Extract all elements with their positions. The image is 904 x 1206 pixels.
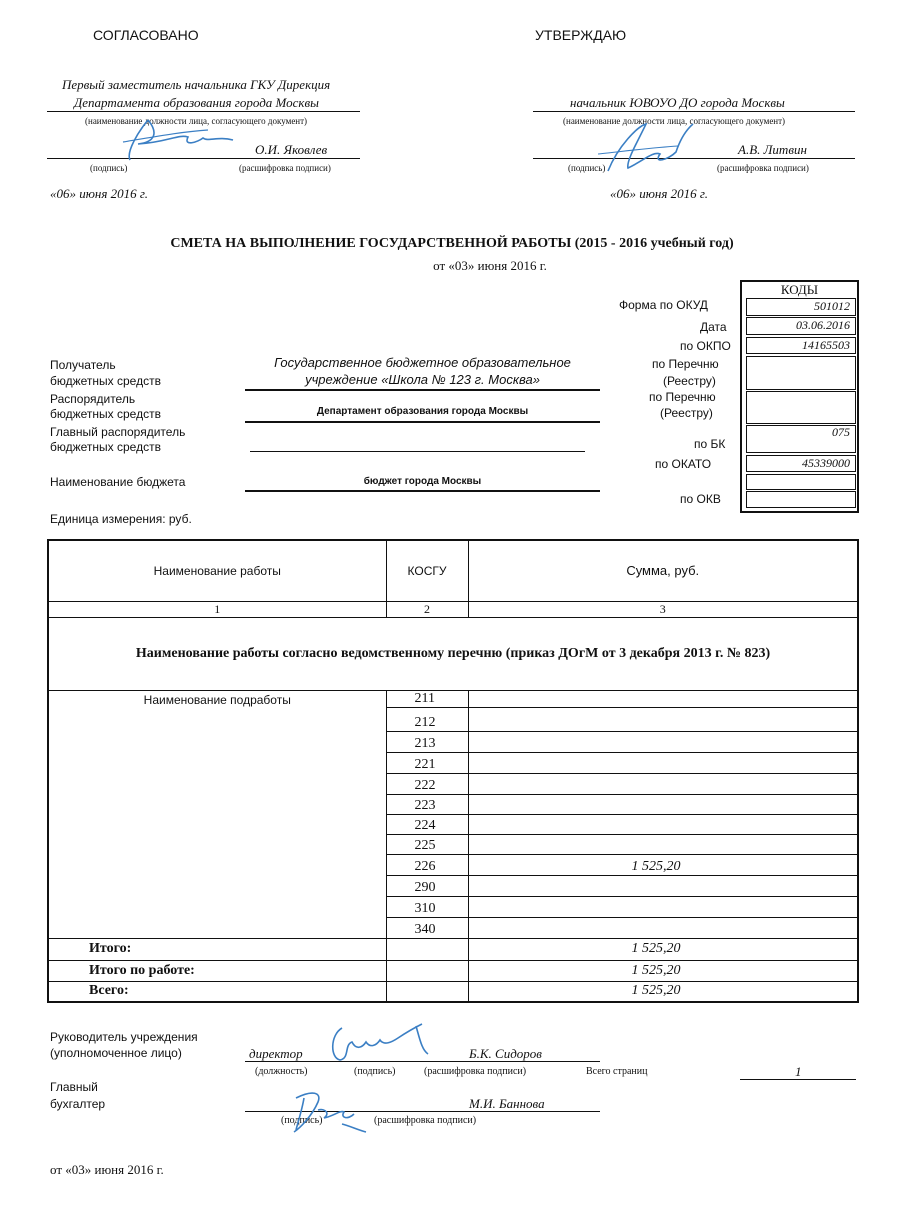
right-sign-caption: (подпись) <box>568 163 606 173</box>
manager-underline <box>245 421 600 423</box>
work-total-value: 1 525,20 <box>468 960 858 981</box>
sum-cell <box>468 731 858 752</box>
okud-value: 501012 <box>814 299 850 313</box>
sum-cell <box>468 814 858 834</box>
perechen1-line1: по Перечню <box>652 357 719 371</box>
accountant-name: М.И. Баннова <box>469 1096 545 1111</box>
left-signer-name: О.И. Яковлев <box>255 142 328 157</box>
grand-total-kosgu <box>386 981 468 1002</box>
budget-label: Наименование бюджета <box>50 475 186 489</box>
approval-heading-left: СОГЛАСОВАНО <box>93 27 199 43</box>
okv-cell <box>746 491 856 508</box>
pages-label: Всего страниц <box>586 1066 648 1077</box>
main-manager-label1: Главный распорядитель <box>50 425 186 439</box>
right-signer-name: А.В. Литвин <box>738 142 807 157</box>
work-total-kosgu <box>386 960 468 981</box>
kosgu-cell: 222 <box>386 773 468 794</box>
work-total-label: Итого по работе: <box>48 960 386 981</box>
perechen1-cell <box>746 356 856 390</box>
codes-header: КОДЫ <box>780 282 819 297</box>
head-label1: Руководитель учреждения <box>50 1030 198 1044</box>
document-title: СМЕТА НА ВЫПОЛНЕНИЕ ГОСУДАРСТВЕННОЙ РАБОТЫ (2015 - 2016 учебный год) <box>170 236 734 251</box>
head-name: Б.К. Сидоров <box>469 1046 542 1061</box>
perechen2-line2: (Реестру) <box>660 406 713 420</box>
subwork-label: Наименование подработы <box>48 690 386 938</box>
left-signature-icon <box>118 112 268 167</box>
kosgu-cell: 211 <box>386 690 468 707</box>
recipient-value-line2: учреждение «Школа № 123 г. Москва» <box>305 372 540 387</box>
left-position-line1: Первый заместитель начальника ГКУ Дирекция <box>62 77 331 92</box>
kosgu-cell: 213 <box>386 731 468 752</box>
head-signature-icon <box>322 1020 437 1070</box>
right-position-underline <box>533 111 855 112</box>
recipient-underline <box>245 389 600 391</box>
pages-value: 1 <box>795 1064 802 1079</box>
kosgu-rows <box>48 690 858 938</box>
table-row <box>48 690 858 707</box>
approval-heading-right: УТВЕРЖДАЮ <box>535 27 627 43</box>
okpo-value: 14165503 <box>802 338 850 352</box>
left-sign-caption: (подпись) <box>90 163 128 173</box>
sum-cell <box>468 794 858 814</box>
accountant-label2: бухгалтер <box>50 1097 106 1111</box>
budget-value: бюджет города Москвы <box>363 476 482 487</box>
left-name-caption: (расшифровка подписи) <box>239 163 331 173</box>
sum-cell <box>468 834 858 854</box>
estimate-table <box>47 539 859 1003</box>
footer-date: от «03» июня 2016 г. <box>50 1162 164 1177</box>
head-name-caption: (расшифровка подписи) <box>424 1066 527 1077</box>
budget-underline <box>245 490 600 492</box>
perechen2-cell <box>746 391 856 424</box>
sum-cell <box>468 896 858 917</box>
kosgu-cell: 310 <box>386 896 468 917</box>
recipient-label2: бюджетных средств <box>50 374 161 388</box>
main-manager-label2: бюджетных средств <box>50 440 161 454</box>
kosgu-cell: 225 <box>386 834 468 854</box>
okato-label: по ОКАТО <box>655 457 712 471</box>
empty-code-cell <box>746 474 856 490</box>
kosgu-cell: 290 <box>386 875 468 896</box>
left-position-caption: (наименование должности лица, согласующего документ) <box>85 116 308 126</box>
document-subtitle: от «03» июня 2016 г. <box>433 258 547 273</box>
right-name-caption: (расшифровка подписи) <box>717 163 809 173</box>
right-approval-date: «06» июня 2016 г. <box>610 186 709 201</box>
head-label2: (уполномоченное лицо) <box>50 1046 182 1060</box>
grand-total-value: 1 525,20 <box>468 981 858 1002</box>
perechen2-line1: по Перечню <box>649 390 716 404</box>
sum-cell <box>468 752 858 773</box>
kosgu-cell: 223 <box>386 794 468 814</box>
col-num-1: 1 <box>48 601 386 617</box>
accountant-name-caption: (расшифровка подписи) <box>374 1115 477 1126</box>
accountant-signature-icon <box>282 1080 382 1140</box>
sum-cell: 1 525,20 <box>468 854 858 875</box>
accountant-sign-caption: (подпись) <box>281 1115 323 1126</box>
okato-value: 45339000 <box>802 456 850 470</box>
sum-cell <box>468 707 858 731</box>
left-position-line2: Департамента образования города Москвы <box>74 95 319 110</box>
sum-cell <box>468 917 858 938</box>
pages-underline <box>740 1079 856 1080</box>
bk-value: 075 <box>832 425 850 439</box>
kosgu-cell: 226 <box>386 854 468 875</box>
total-value: 1 525,20 <box>468 938 858 960</box>
head-sign-caption: (подпись) <box>354 1066 396 1077</box>
left-approval-date: «06» июня 2016 г. <box>50 186 149 201</box>
date-value: 03.06.2016 <box>796 318 850 332</box>
right-signature-icon <box>598 116 708 186</box>
sum-cell <box>468 875 858 896</box>
kosgu-cell: 221 <box>386 752 468 773</box>
sum-cell <box>468 690 858 707</box>
head-position-caption: (должность) <box>255 1066 308 1077</box>
right-position-caption: (наименование должности лица, согласующего документ) <box>563 116 786 126</box>
total-kosgu <box>386 938 468 960</box>
manager-value: Департамент образования города Москвы <box>316 406 529 417</box>
kosgu-cell: 340 <box>386 917 468 938</box>
recipient-label1: Получатель <box>50 358 116 372</box>
okv-label: по ОКВ <box>680 492 721 506</box>
kosgu-cell: 224 <box>386 814 468 834</box>
accountant-label1: Главный <box>50 1080 98 1094</box>
col-header-work: Наименование работы <box>48 540 386 601</box>
unit-label: Единица измерения: руб. <box>50 512 192 526</box>
col-header-sum: Сумма, руб. <box>468 540 858 601</box>
grand-total-label: Всего: <box>48 981 386 1002</box>
col-num-2: 2 <box>386 601 468 617</box>
head-position: директор <box>249 1046 303 1061</box>
right-position-line1: начальник ЮВОУО ДО города Москвы <box>570 95 785 110</box>
col-num-3: 3 <box>468 601 858 617</box>
date-label: Дата <box>700 320 727 334</box>
col-header-kosgu: КОСГУ <box>386 540 468 601</box>
recipient-value-line1: Государственное бюджетное образовательное <box>274 355 571 370</box>
okud-label: Форма по ОКУД <box>619 298 708 312</box>
section-title: Наименование работы согласно ведомственному перечню (приказ ДОгМ от 3 декабря 2013 г. № 823) <box>48 617 858 690</box>
sum-cell <box>468 773 858 794</box>
manager-label2: бюджетных средств <box>50 407 161 421</box>
perechen1-line2: (Реестру) <box>663 374 716 388</box>
total-label: Итого: <box>48 938 386 960</box>
kosgu-cell: 212 <box>386 707 468 731</box>
main-manager-underline <box>250 451 585 452</box>
okpo-label: по ОКПО <box>680 339 731 353</box>
manager-label1: Распорядитель <box>50 392 136 406</box>
bk-label: по БК <box>694 437 726 451</box>
